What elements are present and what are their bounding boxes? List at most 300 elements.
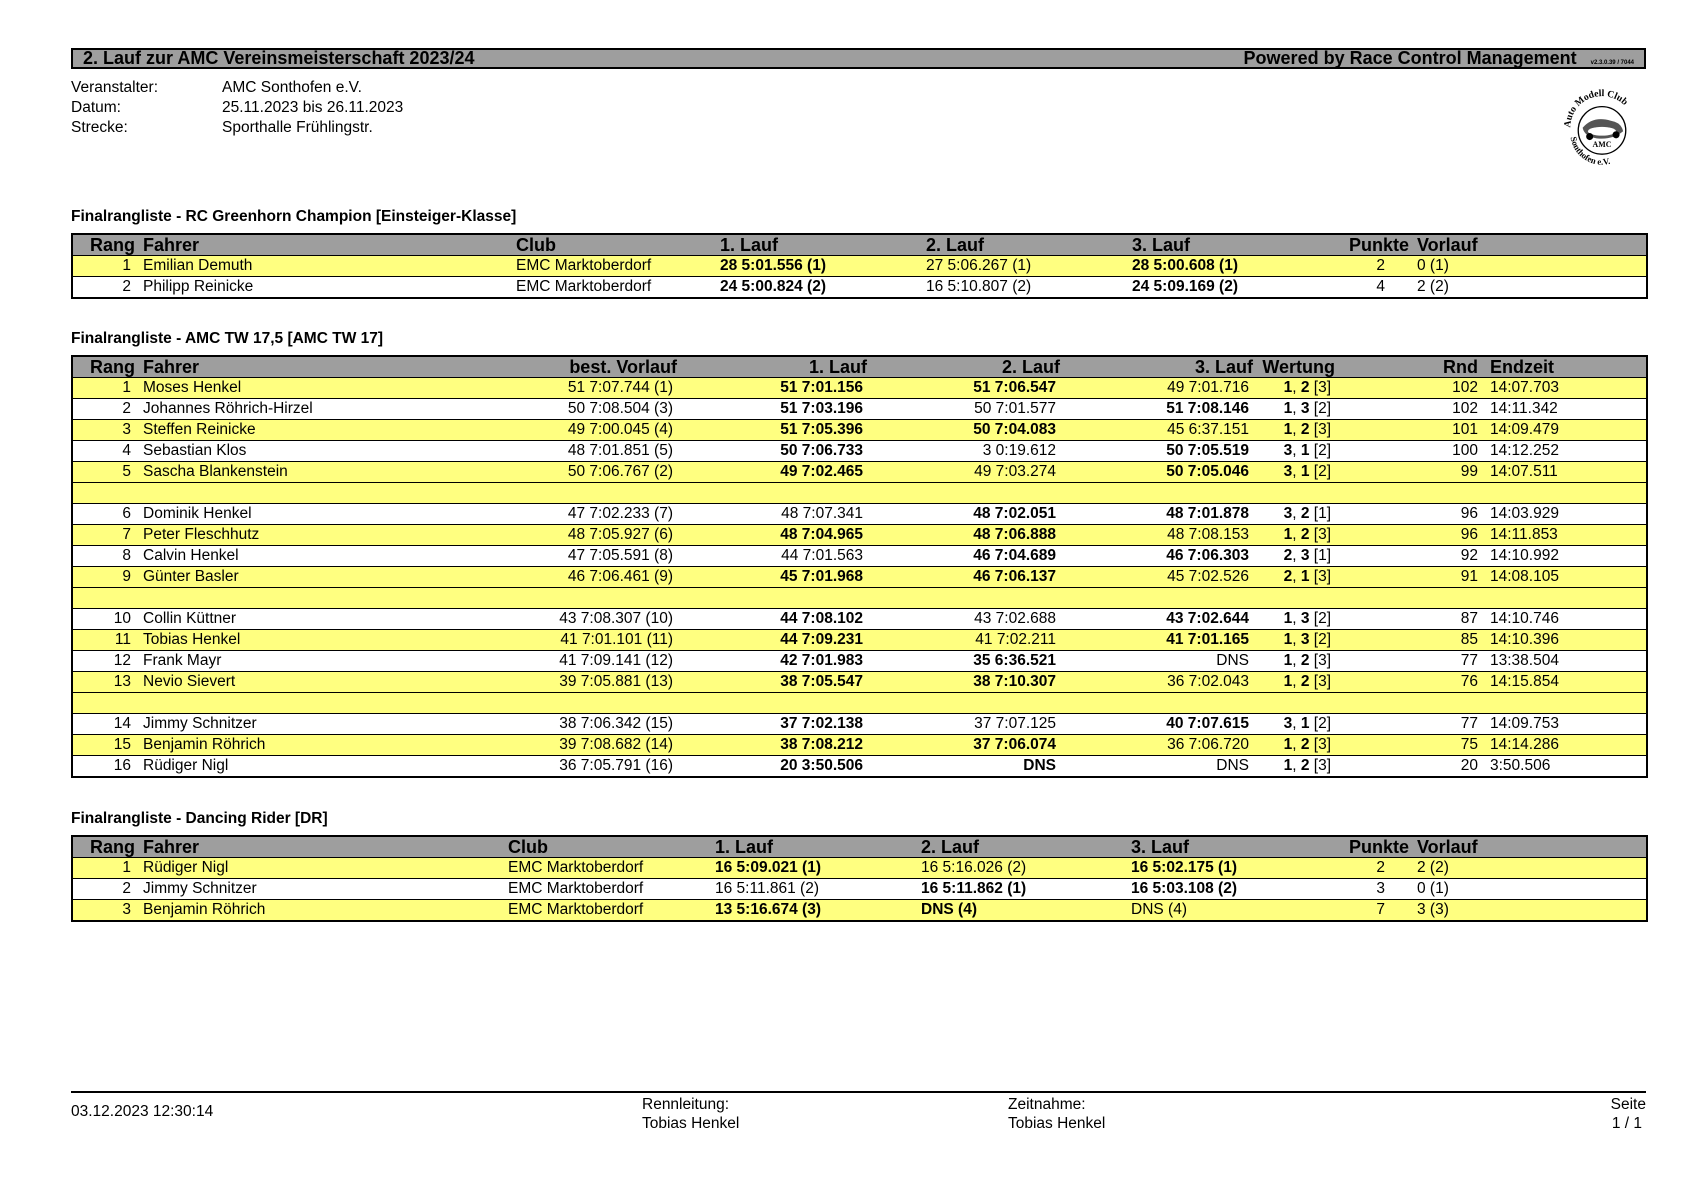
cell-fahrer: Philipp Reinicke xyxy=(135,277,516,299)
cell-best-vorlauf: 46 7:06.461 (9) xyxy=(516,567,677,588)
cell-lauf2: 50 7:01.577 xyxy=(867,399,1060,420)
cell-rang: 4 xyxy=(72,441,135,462)
wertung-2: 1 xyxy=(1300,568,1310,585)
cell-fahrer: Dominik Henkel xyxy=(135,504,516,525)
cell-punkte: 2 xyxy=(1338,858,1409,879)
cell-rang: 3 xyxy=(72,900,135,922)
col-vorlauf: Vorlauf xyxy=(1409,234,1647,256)
wertung-1: 1 xyxy=(1283,652,1293,669)
cell-lauf2: 27 5:06.267 (1) xyxy=(926,256,1132,277)
cell-rnd: 101 xyxy=(1335,420,1478,441)
cell-rnd: 77 xyxy=(1335,651,1478,672)
cell-best-vorlauf: 39 7:05.881 (13) xyxy=(516,672,677,693)
cell-fahrer: Johannes Röhrich-Hirzel xyxy=(135,399,516,420)
cell-wertung: 3, 2 [1] xyxy=(1253,504,1335,525)
cell-lauf1: 49 7:02.465 xyxy=(677,462,867,483)
table-row xyxy=(72,858,1647,879)
cell-rang: 7 xyxy=(72,525,135,546)
cell-rang: 6 xyxy=(72,504,135,525)
cell-lauf2: 3 0:19.612 xyxy=(867,441,1060,462)
table-row xyxy=(72,609,1647,630)
col-lauf1: 1. Lauf xyxy=(677,356,867,378)
cell-rnd: 100 xyxy=(1335,441,1478,462)
cell-rang: 14 xyxy=(72,714,135,735)
col-rang: Rang xyxy=(72,836,135,858)
wertung-1: 1 xyxy=(1283,400,1293,417)
cell-wertung: 1, 3 [2] xyxy=(1253,609,1335,630)
cell-lauf3: DNS (4) xyxy=(1131,900,1338,922)
cell-lauf3: 48 7:08.153 xyxy=(1060,525,1253,546)
cell-endzeit: 3:50.506 xyxy=(1478,756,1647,778)
cell-fahrer: Tobias Henkel xyxy=(135,630,516,651)
results-table xyxy=(71,835,1648,922)
cell-fahrer: Sebastian Klos xyxy=(135,441,516,462)
cell-best-vorlauf: 48 7:01.851 (5) xyxy=(516,441,677,462)
cell-rnd: 85 xyxy=(1335,630,1478,651)
table-row xyxy=(72,714,1647,735)
cell-endzeit: 14:10.396 xyxy=(1478,630,1647,651)
cell-lauf2: 38 7:10.307 xyxy=(867,672,1060,693)
col-rang: Rang xyxy=(72,234,135,256)
cell-lauf2: 41 7:02.211 xyxy=(867,630,1060,651)
wertung-1: 1 xyxy=(1283,610,1293,627)
cell-lauf3: 45 6:37.151 xyxy=(1060,420,1253,441)
separator-cell xyxy=(72,483,1647,504)
wertung-1: 1 xyxy=(1283,631,1293,648)
cell-lauf3: 16 5:03.108 (2) xyxy=(1131,879,1338,900)
cell-lauf3: 40 7:07.615 xyxy=(1060,714,1253,735)
cell-lauf1: 38 7:05.547 xyxy=(677,672,867,693)
col-lauf1: 1. Lauf xyxy=(720,234,926,256)
table-row xyxy=(72,441,1647,462)
table-header xyxy=(72,836,1647,858)
table-row xyxy=(72,756,1647,778)
cell-lauf3: 36 7:02.043 xyxy=(1060,672,1253,693)
wertung-1: 3 xyxy=(1283,442,1293,459)
cell-lauf2: 50 7:04.083 xyxy=(867,420,1060,441)
cell-wertung: 3, 1 [2] xyxy=(1253,462,1335,483)
col-lauf1: 1. Lauf xyxy=(715,836,921,858)
col-lauf3: 3. Lauf xyxy=(1060,356,1253,378)
wertung-2: 1 xyxy=(1300,715,1310,732)
cell-lauf1: 44 7:08.102 xyxy=(677,609,867,630)
col-fahrer: Fahrer xyxy=(135,234,516,256)
cell-lauf1: 50 7:06.733 xyxy=(677,441,867,462)
cell-lauf2: 46 7:04.689 xyxy=(867,546,1060,567)
page-footer xyxy=(71,1091,1646,1132)
wertung-1: 3 xyxy=(1283,463,1293,480)
cell-fahrer: Emilian Demuth xyxy=(135,256,516,277)
table-row xyxy=(72,672,1647,693)
wertung-1: 1 xyxy=(1283,757,1293,774)
cell-club: EMC Marktoberdorf xyxy=(516,277,720,299)
wertung-3: 3 xyxy=(1318,421,1327,438)
cell-rang: 1 xyxy=(72,858,135,879)
cell-club: EMC Marktoberdorf xyxy=(508,879,715,900)
group-separator xyxy=(72,588,1647,609)
wertung-1: 2 xyxy=(1283,547,1293,564)
cell-vorlauf: 2 (2) xyxy=(1409,277,1647,299)
cell-best-vorlauf: 41 7:01.101 (11) xyxy=(516,630,677,651)
wertung-3: 3 xyxy=(1318,736,1327,753)
cell-lauf1: 42 7:01.983 xyxy=(677,651,867,672)
col-vorlauf: Vorlauf xyxy=(1409,836,1647,858)
group-separator xyxy=(72,693,1647,714)
cell-best-vorlauf: 41 7:09.141 (12) xyxy=(516,651,677,672)
cell-best-vorlauf: 47 7:02.233 (7) xyxy=(516,504,677,525)
zeitnahme-label: Zeitnahme: xyxy=(1008,1096,1086,1113)
cell-fahrer: Rüdiger Nigl xyxy=(135,756,516,778)
cell-best-vorlauf: 43 7:08.307 (10) xyxy=(516,609,677,630)
cell-best-vorlauf: 51 7:07.744 (1) xyxy=(516,378,677,399)
table-row xyxy=(72,651,1647,672)
cell-lauf3: 50 7:05.046 xyxy=(1060,462,1253,483)
cell-rang: 13 xyxy=(72,672,135,693)
table-row xyxy=(72,567,1647,588)
cell-best-vorlauf: 38 7:06.342 (15) xyxy=(516,714,677,735)
wertung-3: 2 xyxy=(1318,715,1327,732)
table-row xyxy=(72,525,1647,546)
wertung-3: 2 xyxy=(1318,400,1327,417)
cell-wertung: 1, 2 [3] xyxy=(1253,525,1335,546)
cell-rang: 15 xyxy=(72,735,135,756)
cell-lauf3: DNS xyxy=(1060,651,1253,672)
cell-lauf2: 51 7:06.547 xyxy=(867,378,1060,399)
cell-lauf1: 28 5:01.556 (1) xyxy=(720,256,926,277)
cell-wertung: 2, 3 [1] xyxy=(1253,546,1335,567)
cell-rang: 5 xyxy=(72,462,135,483)
cell-lauf1: 45 7:01.968 xyxy=(677,567,867,588)
cell-best-vorlauf: 48 7:05.927 (6) xyxy=(516,525,677,546)
cell-fahrer: Moses Henkel xyxy=(135,378,516,399)
cell-fahrer: Peter Fleschhutz xyxy=(135,525,516,546)
cell-rnd: 75 xyxy=(1335,735,1478,756)
cell-fahrer: Calvin Henkel xyxy=(135,546,516,567)
cell-wertung: 3, 1 [2] xyxy=(1253,441,1335,462)
cell-fahrer: Benjamin Röhrich xyxy=(135,900,508,922)
cell-punkte: 3 xyxy=(1338,879,1409,900)
cell-wertung: 2, 1 [3] xyxy=(1253,567,1335,588)
wertung-3: 3 xyxy=(1318,673,1327,690)
section-title: Finalrangliste - RC Greenhorn Champion [Einsteiger-Klasse] xyxy=(71,208,517,225)
cell-endzeit: 14:09.753 xyxy=(1478,714,1647,735)
club-logo xyxy=(1558,81,1646,171)
wertung-1: 1 xyxy=(1283,673,1293,690)
cell-endzeit: 14:12.252 xyxy=(1478,441,1647,462)
cell-rang: 3 xyxy=(72,420,135,441)
cell-lauf3: 36 7:06.720 xyxy=(1060,735,1253,756)
wertung-2: 2 xyxy=(1300,736,1310,753)
cell-fahrer: Collin Küttner xyxy=(135,609,516,630)
table-row xyxy=(72,462,1647,483)
cell-rang: 11 xyxy=(72,630,135,651)
cell-lauf3: 50 7:05.519 xyxy=(1060,441,1253,462)
cell-lauf1: 51 7:01.156 xyxy=(677,378,867,399)
cell-rnd: 96 xyxy=(1335,504,1478,525)
table-header xyxy=(72,234,1647,256)
cell-club: EMC Marktoberdorf xyxy=(508,858,715,879)
powered-by-text: Powered by Race Control Management xyxy=(1243,48,1577,68)
wertung-1: 1 xyxy=(1283,379,1293,396)
cell-rnd: 20 xyxy=(1335,756,1478,778)
cell-lauf3: 28 5:00.608 (1) xyxy=(1132,256,1339,277)
cell-rnd: 87 xyxy=(1335,609,1478,630)
cell-rang: 2 xyxy=(72,277,135,299)
table-row xyxy=(72,256,1647,277)
wertung-2: 2 xyxy=(1300,526,1310,543)
cell-endzeit: 14:10.992 xyxy=(1478,546,1647,567)
cell-lauf2: 43 7:02.688 xyxy=(867,609,1060,630)
wertung-2: 3 xyxy=(1300,631,1310,648)
col-rang: Rang xyxy=(72,356,135,378)
cell-wertung: 1, 2 [3] xyxy=(1253,672,1335,693)
cell-lauf1: 44 7:01.563 xyxy=(677,546,867,567)
cell-lauf2: 16 5:10.807 (2) xyxy=(926,277,1132,299)
col-endzeit: Endzeit xyxy=(1478,356,1647,378)
cell-endzeit: 14:15.854 xyxy=(1478,672,1647,693)
cell-fahrer: Benjamin Röhrich xyxy=(135,735,516,756)
section-title: Finalrangliste - AMC TW 17,5 [AMC TW 17] xyxy=(71,330,384,347)
wertung-1: 1 xyxy=(1283,526,1293,543)
wertung-3: 3 xyxy=(1318,379,1327,396)
cell-wertung: 1, 3 [2] xyxy=(1253,630,1335,651)
cell-club: EMC Marktoberdorf xyxy=(508,900,715,922)
cell-lauf2: 16 5:16.026 (2) xyxy=(921,858,1131,879)
cell-lauf1: 48 7:04.965 xyxy=(677,525,867,546)
version-label: v2.3.0.39 / 7044 xyxy=(1590,60,1634,66)
cell-lauf2: 37 7:07.125 xyxy=(867,714,1060,735)
seite-label: Seite xyxy=(1610,1096,1646,1113)
cell-fahrer: Sascha Blankenstein xyxy=(135,462,516,483)
results-page xyxy=(71,48,1646,918)
cell-wertung: 1, 3 [2] xyxy=(1253,399,1335,420)
wertung-3: 2 xyxy=(1318,610,1327,627)
col-punkte: Punkte xyxy=(1339,234,1409,256)
cell-lauf1: 16 5:09.021 (1) xyxy=(715,858,921,879)
col-best-vorlauf: best. Vorlauf xyxy=(516,356,677,378)
cell-lauf3: 48 7:01.878 xyxy=(1060,504,1253,525)
col-punkte: Punkte xyxy=(1338,836,1409,858)
cell-lauf2: 48 7:06.888 xyxy=(867,525,1060,546)
cell-endzeit: 14:07.703 xyxy=(1478,378,1647,399)
section-title: Finalrangliste - Dancing Rider [DR] xyxy=(71,810,328,827)
cell-lauf3: 41 7:01.165 xyxy=(1060,630,1253,651)
results-table xyxy=(71,233,1648,299)
wertung-2: 1 xyxy=(1300,442,1310,459)
cell-lauf1: 48 7:07.341 xyxy=(677,504,867,525)
cell-endzeit: 14:08.105 xyxy=(1478,567,1647,588)
cell-rang: 1 xyxy=(72,378,135,399)
cell-wertung: 1, 2 [3] xyxy=(1253,756,1335,778)
cell-rang: 9 xyxy=(72,567,135,588)
cell-best-vorlauf: 50 7:08.504 (3) xyxy=(516,399,677,420)
table-row xyxy=(72,735,1647,756)
table-row xyxy=(72,399,1647,420)
table-row xyxy=(72,277,1647,299)
wertung-3: 3 xyxy=(1318,526,1327,543)
table-row xyxy=(72,630,1647,651)
meta-value: Sporthalle Frühlingstr. xyxy=(222,119,373,136)
cell-lauf2: 48 7:02.051 xyxy=(867,504,1060,525)
cell-lauf1: 13 5:16.674 (3) xyxy=(715,900,921,922)
cell-lauf1: 38 7:08.212 xyxy=(677,735,867,756)
cell-rang: 1 xyxy=(72,256,135,277)
cell-lauf3: 45 7:02.526 xyxy=(1060,567,1253,588)
meta-label: Datum: xyxy=(71,99,121,116)
cell-best-vorlauf: 47 7:05.591 (8) xyxy=(516,546,677,567)
results-table xyxy=(71,355,1648,778)
cell-vorlauf: 0 (1) xyxy=(1409,256,1647,277)
wertung-3: 1 xyxy=(1318,505,1327,522)
section-tw175 xyxy=(71,330,1648,778)
cell-endzeit: 14:10.746 xyxy=(1478,609,1647,630)
meta-datum xyxy=(71,98,1646,118)
meta-value: AMC Sonthofen e.V. xyxy=(222,79,362,96)
cell-wertung: 1, 2 [3] xyxy=(1253,420,1335,441)
wertung-2: 2 xyxy=(1300,652,1310,669)
meta-label: Strecke: xyxy=(71,119,128,136)
cell-wertung: 1, 2 [3] xyxy=(1253,735,1335,756)
cell-lauf2: 35 6:36.521 xyxy=(867,651,1060,672)
wertung-3: 3 xyxy=(1318,652,1327,669)
cell-endzeit: 14:09.479 xyxy=(1478,420,1647,441)
table-row xyxy=(72,546,1647,567)
wertung-3: 3 xyxy=(1318,568,1327,585)
rennleitung-label: Rennleitung: xyxy=(642,1096,730,1113)
cell-lauf1: 44 7:09.231 xyxy=(677,630,867,651)
cell-best-vorlauf: 39 7:08.682 (14) xyxy=(516,735,677,756)
wertung-2: 3 xyxy=(1300,400,1310,417)
svg-text:AMC: AMC xyxy=(1592,140,1612,150)
cell-wertung: 1, 2 [3] xyxy=(1253,378,1335,399)
cell-lauf3: 46 7:06.303 xyxy=(1060,546,1253,567)
col-wertung: Wertung xyxy=(1253,356,1335,378)
meta-label: Veranstalter: xyxy=(71,79,159,96)
col-fahrer: Fahrer xyxy=(135,356,516,378)
cell-lauf3: 24 5:09.169 (2) xyxy=(1132,277,1339,299)
group-separator xyxy=(72,483,1647,504)
col-lauf3: 3. Lauf xyxy=(1132,234,1339,256)
wertung-1: 2 xyxy=(1283,568,1293,585)
cell-lauf2: DNS (4) xyxy=(921,900,1131,922)
cell-lauf1: 16 5:11.861 (2) xyxy=(715,879,921,900)
cell-best-vorlauf: 49 7:00.045 (4) xyxy=(516,420,677,441)
cell-fahrer: Frank Mayr xyxy=(135,651,516,672)
footer-seite xyxy=(1611,1095,1646,1133)
cell-punkte: 7 xyxy=(1338,900,1409,922)
seite-value: 1 / 1 xyxy=(1611,1115,1642,1132)
cell-rang: 12 xyxy=(72,651,135,672)
cell-rnd: 96 xyxy=(1335,525,1478,546)
cell-rang: 2 xyxy=(72,399,135,420)
wertung-1: 1 xyxy=(1283,421,1293,438)
cell-lauf3: 49 7:01.716 xyxy=(1060,378,1253,399)
cell-lauf2: DNS xyxy=(867,756,1060,778)
cell-wertung: 1, 2 [3] xyxy=(1253,651,1335,672)
svg-text:Sonthofen e.V.: Sonthofen e.V. xyxy=(1568,135,1612,167)
wertung-1: 3 xyxy=(1283,505,1293,522)
col-club: Club xyxy=(516,234,720,256)
cell-wertung: 3, 1 [2] xyxy=(1253,714,1335,735)
cell-rnd: 77 xyxy=(1335,714,1478,735)
table-row xyxy=(72,378,1647,399)
svg-text:Auto Modell Club: Auto Modell Club xyxy=(1562,88,1630,129)
table-row xyxy=(72,879,1647,900)
cell-fahrer: Jimmy Schnitzer xyxy=(135,714,516,735)
cell-best-vorlauf: 36 7:05.791 (16) xyxy=(516,756,677,778)
col-fahrer: Fahrer xyxy=(135,836,508,858)
cell-lauf2: 49 7:03.274 xyxy=(867,462,1060,483)
cell-rang: 2 xyxy=(72,879,135,900)
wertung-2: 3 xyxy=(1300,547,1310,564)
section-greenhorn xyxy=(71,208,1648,299)
cell-lauf3: 43 7:02.644 xyxy=(1060,609,1253,630)
col-lauf2: 2. Lauf xyxy=(926,234,1132,256)
cell-fahrer: Günter Basler xyxy=(135,567,516,588)
wertung-1: 1 xyxy=(1283,736,1293,753)
col-lauf2: 2. Lauf xyxy=(867,356,1060,378)
col-lauf3: 3. Lauf xyxy=(1131,836,1338,858)
table-row xyxy=(72,420,1647,441)
separator-cell xyxy=(72,693,1647,714)
section-dancing-rider xyxy=(71,810,1648,922)
cell-vorlauf: 3 (3) xyxy=(1409,900,1647,922)
cell-rnd: 99 xyxy=(1335,462,1478,483)
meta-veranstalter xyxy=(71,78,1646,98)
wertung-3: 1 xyxy=(1318,547,1327,564)
cell-lauf1: 51 7:03.196 xyxy=(677,399,867,420)
title-bar xyxy=(71,48,1646,69)
wertung-3: 2 xyxy=(1318,463,1327,480)
cell-lauf1: 20 3:50.506 xyxy=(677,756,867,778)
wertung-2: 2 xyxy=(1300,673,1310,690)
cell-rnd: 92 xyxy=(1335,546,1478,567)
col-lauf2: 2. Lauf xyxy=(921,836,1131,858)
rennleitung-name: Tobias Henkel xyxy=(642,1115,740,1132)
wertung-3: 3 xyxy=(1318,757,1327,774)
cell-lauf1: 24 5:00.824 (2) xyxy=(720,277,926,299)
powered-by xyxy=(1244,48,1634,69)
cell-endzeit: 14:07.511 xyxy=(1478,462,1647,483)
cell-endzeit: 14:11.342 xyxy=(1478,399,1647,420)
cell-fahrer: Steffen Reinicke xyxy=(135,420,516,441)
cell-rnd: 102 xyxy=(1335,399,1478,420)
meta-strecke xyxy=(71,118,1646,138)
page-title: 2. Lauf zur AMC Vereinsmeisterschaft 2023/24 xyxy=(83,48,475,68)
cell-punkte: 4 xyxy=(1339,277,1409,299)
cell-fahrer: Jimmy Schnitzer xyxy=(135,879,508,900)
footer-zeitnahme xyxy=(1008,1095,1105,1133)
zeitnahme-name: Tobias Henkel xyxy=(1008,1115,1106,1132)
cell-rang: 10 xyxy=(72,609,135,630)
cell-club: EMC Marktoberdorf xyxy=(516,256,720,277)
wertung-2: 2 xyxy=(1300,757,1310,774)
cell-endzeit: 13:38.504 xyxy=(1478,651,1647,672)
cell-lauf3: 16 5:02.175 (1) xyxy=(1131,858,1338,879)
cell-lauf2: 46 7:06.137 xyxy=(867,567,1060,588)
footer-timestamp: 03.12.2023 12:30:14 xyxy=(71,1103,214,1120)
wertung-3: 2 xyxy=(1318,631,1327,648)
event-meta xyxy=(71,78,1646,138)
cell-punkte: 2 xyxy=(1339,256,1409,277)
cell-rang: 16 xyxy=(72,756,135,778)
wertung-3: 2 xyxy=(1318,442,1327,459)
table-header xyxy=(72,356,1647,378)
table-row xyxy=(72,900,1647,922)
cell-rnd: 76 xyxy=(1335,672,1478,693)
col-club: Club xyxy=(508,836,715,858)
wertung-2: 2 xyxy=(1300,379,1310,396)
